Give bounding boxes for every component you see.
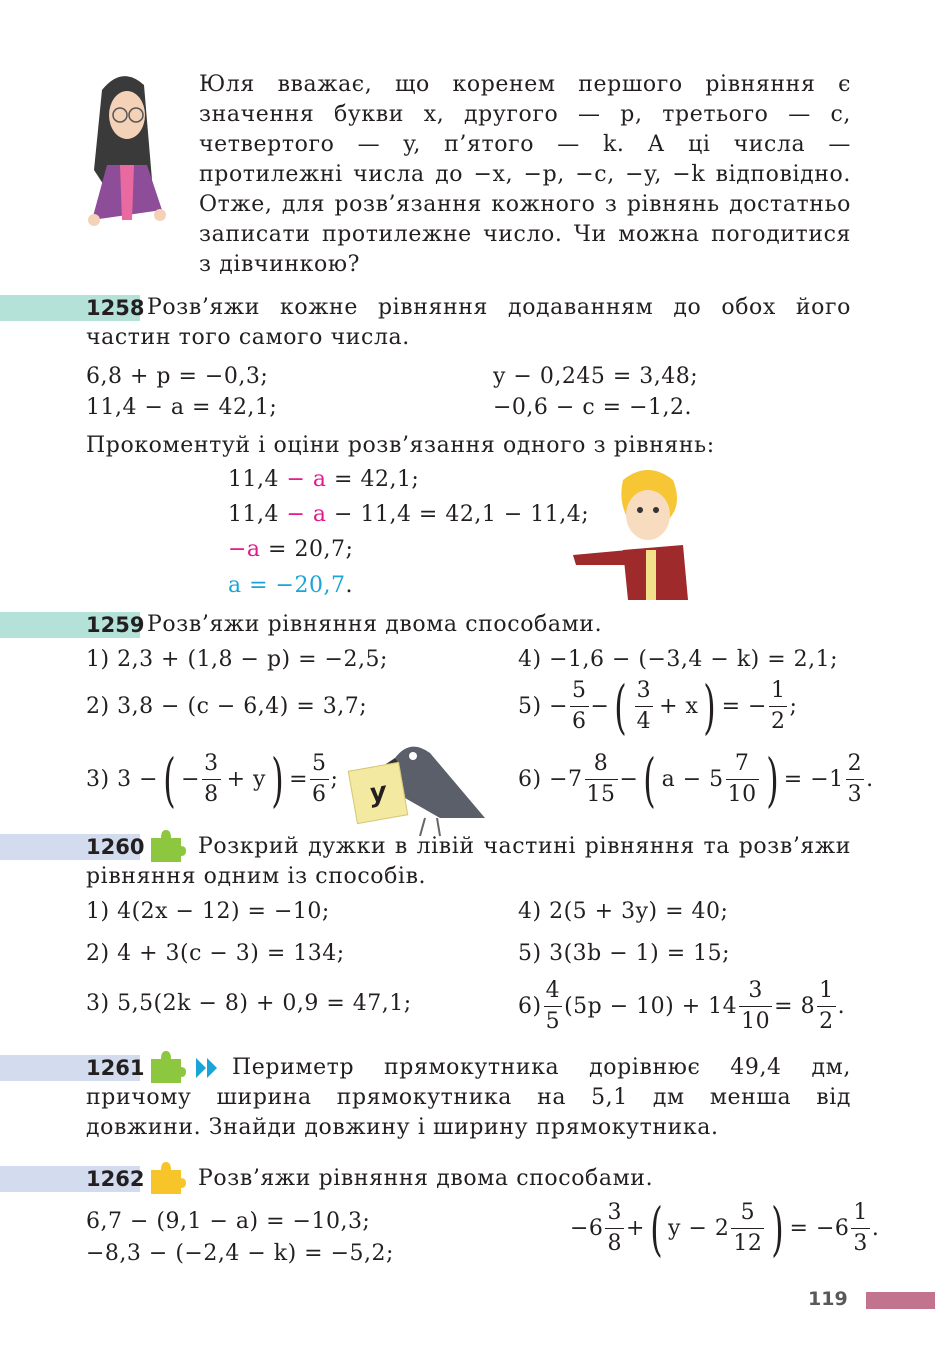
equation: −0,6 − c = −1,2. (493, 395, 692, 420)
comment-text: Прокоментуй і оціни розв’язання одного з рівнянь: (86, 433, 715, 458)
solution-line-4: a = −20,7. (228, 573, 353, 598)
equation: 4) 2(5 + 3y) = 40; (518, 899, 729, 924)
solution-line-2: 11,4 − a − 11,4 = 42,1 − 11,4; (228, 502, 590, 527)
exercise-number: 1260 (86, 835, 145, 859)
equation: 6,8 + p = −0,3; (86, 364, 269, 389)
equation: 2) 3,8 − (c − 6,4) = 3,7; (86, 694, 368, 719)
equation-5: 5) − $\frac{5}{6}$ − ( $\frac{3}{4}$ + x ) = − $\frac{1}{2}$ ; (518, 672, 798, 741)
equation-3: 3) 3 − ( − $\frac{3}{8}$ + y ) = $\frac{5}{6}$ ; (86, 745, 339, 814)
equation-3: −6 $\frac{3}{8}$ + ( y − 2 $\frac{5}{12}$ ) = −6 $\frac{1}{3}$ . (570, 1194, 880, 1263)
equation: y − 0,245 = 3,48; (493, 364, 699, 389)
equation: 5) 3(3b − 1) = 15; (518, 941, 731, 966)
exercise-number: 1259 (86, 613, 145, 637)
puzzle-icon (146, 1160, 186, 1196)
page-number: 119 (808, 1288, 848, 1310)
exercise-number: 1258 (86, 296, 145, 320)
solution-line-3: −a = 20,7; (228, 537, 354, 562)
exercise-number: 1261 (86, 1056, 145, 1080)
boy-illustration (568, 465, 708, 600)
exercise-text: Розв’яжи рівняння двома способами. (198, 1166, 654, 1191)
equation: 1) 4(2x − 12) = −10; (86, 899, 330, 924)
equation: 1) 2,3 + (1,8 − p) = −2,5; (86, 647, 388, 672)
equation: 6,7 − (9,1 − a) = −10,3; (86, 1209, 371, 1234)
equation: 3) 5,5(2k − 8) + 0,9 = 47,1; (86, 991, 412, 1016)
equation: 2) 4 + 3(c − 3) = 134; (86, 941, 345, 966)
equation: −8,3 − (−2,4 − k) = −5,2; (86, 1241, 394, 1266)
girl-illustration (82, 70, 172, 230)
exercise-text: Периметр прямокутника дорівнює 49,4 дм, причому ширина прямокутника на 5,1 дм менша від довжини. Знайди довжину і ширину прямокутника. (86, 1055, 851, 1140)
exercise-text: Розв’яжи кожне рівняння додаванням до обох його частин того самого числа. (86, 295, 851, 350)
equation: 11,4 − a = 42,1; (86, 395, 278, 420)
equation-6: 6) −7 $\frac{8}{15}$ − ( a − 5 $\frac{7}{10}$ ) = −1 $\frac{2}{3}$ . (518, 745, 874, 814)
equation-6: 6) $\frac{4}{5}$ (5p − 10) + 14 $\frac{3}{10}$ = 8 $\frac{1}{2}$ . (518, 978, 846, 1034)
intro-text: Юля вважає, що коренем першого рівняння є значення букви x, другого — p, третього — c, четвертого — y, п’ятого — k. А ці числа — протилежні числа до −x, −p, −c, −y, −k відповідно. Отже, для розв’язання кожного з рівнянь достатньо записати протилежне число. Чи можна погодитися з дівчинкою? (199, 72, 851, 277)
page-marker (866, 1292, 935, 1309)
exercise-text: Розкрий дужки в лівій частині рівняння та розв’яжи рівняння одним із способів. (86, 834, 851, 889)
card: y (348, 762, 409, 824)
exercise-text: Розв’яжи рівняння двома способами. (147, 612, 603, 637)
solution-line-1: 11,4 − a = 42,1; (228, 467, 420, 492)
equation: 4) −1,6 − (−3,4 − k) = 2,1; (518, 647, 839, 672)
exercise-number: 1262 (86, 1167, 145, 1191)
